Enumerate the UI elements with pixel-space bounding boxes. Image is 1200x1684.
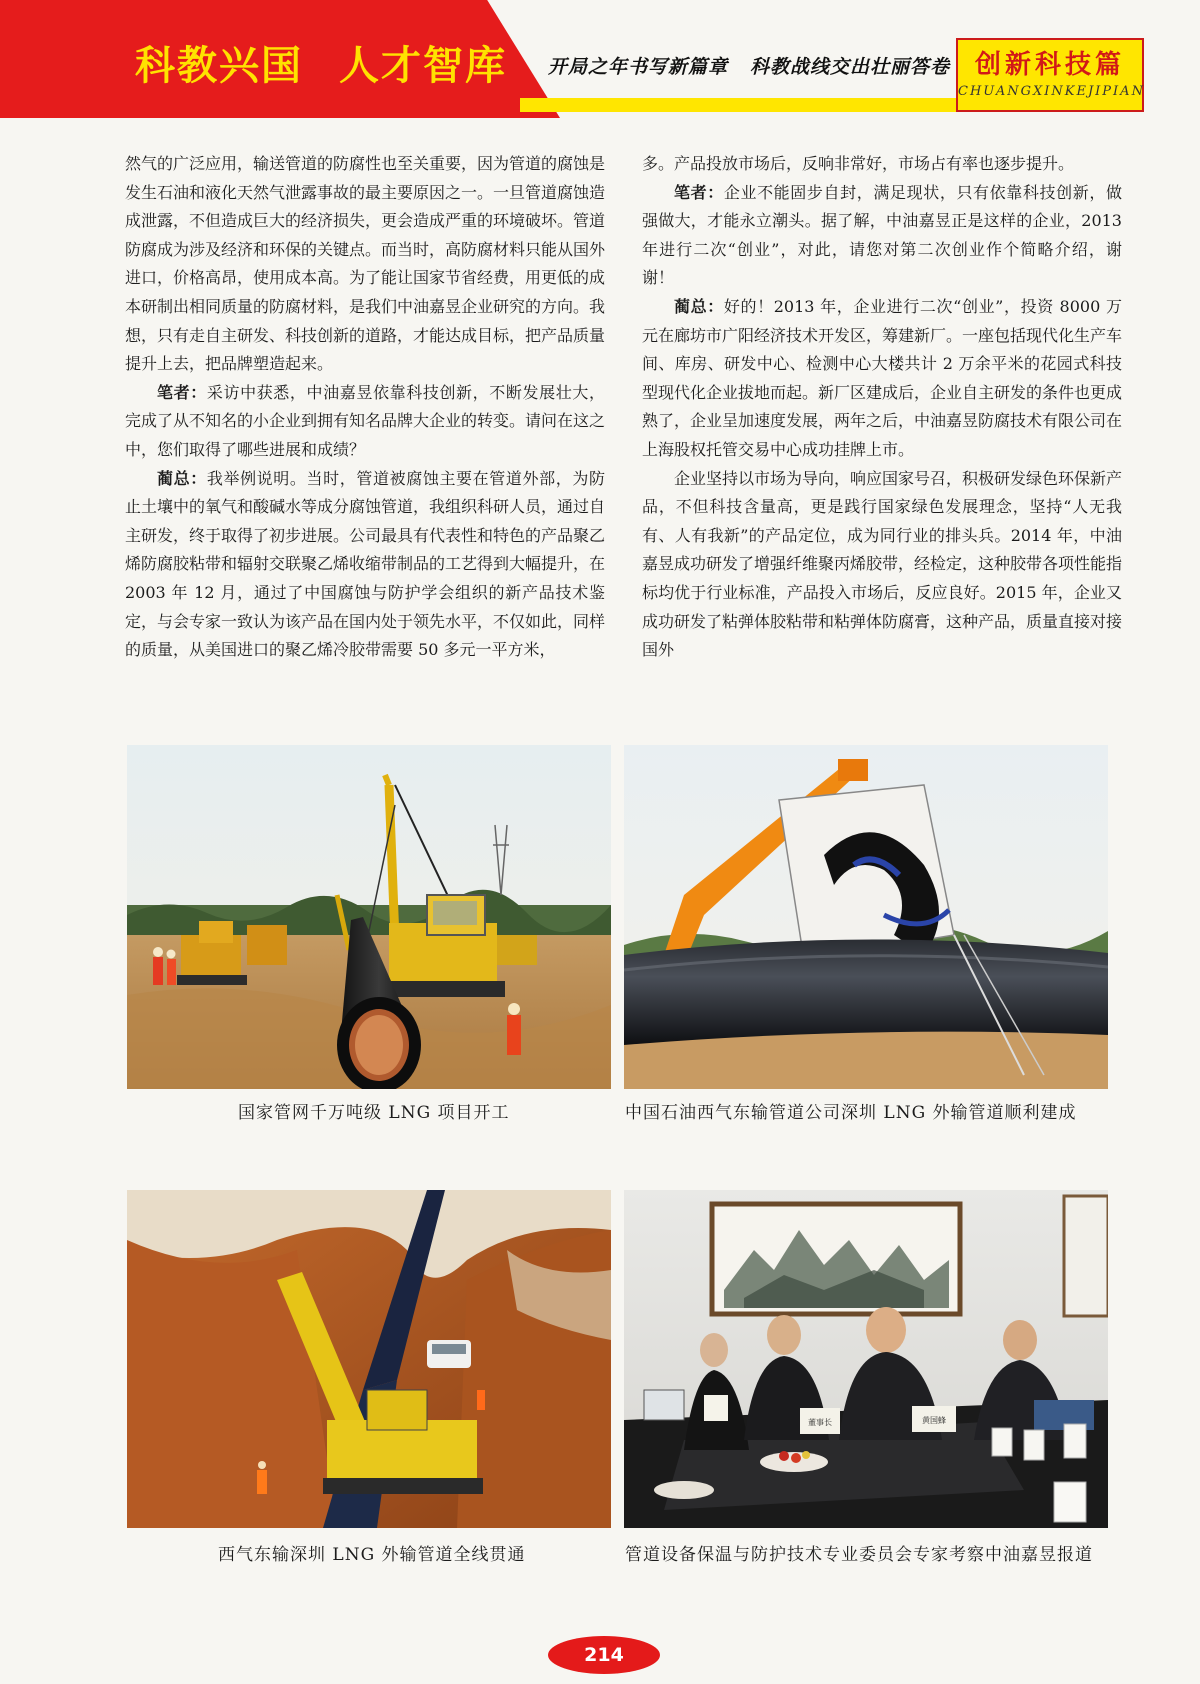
article-paragraph bbox=[642, 179, 1122, 293]
speaker-label: 笔者： bbox=[157, 382, 207, 402]
nameplate-text: 黄国蜂 bbox=[922, 1416, 946, 1425]
article-column-right bbox=[642, 150, 1122, 740]
speaker-label: 蔺总： bbox=[157, 468, 207, 488]
photo-expert-inspection bbox=[624, 1190, 1108, 1528]
header-slogan-part1: 开局之年书写新篇章 bbox=[548, 56, 729, 78]
photo-caption: 管道设备保温与防护技术专业委员会专家考察中油嘉昱报道 bbox=[625, 1545, 1093, 1565]
header-slogan bbox=[548, 52, 950, 79]
header-title-part1: 科教兴国 bbox=[135, 43, 303, 89]
article-paragraph: 然气的广泛应用，输送管道的防腐性也至关重要，因为管道的腐蚀是发生石油和液化天然气泄露事故的最主要原因之一。一旦管道腐蚀造成泄露，不但造成巨大的经济损失，更会造成严重的环境破坏。管道防腐成为涉及经济和环保的关键点。而当时，高防腐材料只能从国外进口，价格高昂，使用成本高。为了能让国家节省经费，用更低的成本研制出相同质量的防腐材料，是我们中油嘉昱企业研究的方向。我想，只有走自主研发、科技创新的道路，才能达成目标，把产品质量提升上去，把品牌塑造起来。 bbox=[125, 154, 605, 374]
paragraph-text: 采访中获悉，中油嘉昱依靠科技创新，不断发展壮大，完成了从不知名的小企业到拥有知名品牌大企业的转变。请问在这之中，您们取得了哪些进展和成绩？ bbox=[125, 382, 605, 459]
paragraph-text: 企业不能固步自封，满足现状，只有依靠科技创新，做强做大，才能永立潮头。据了解，中油嘉昱正是这样的企业，2013 年进行二次“创业”，对此，请您对第二次创业作个简略介绍，谢谢！ bbox=[642, 182, 1122, 288]
article-paragraph: 多。产品投放市场后，反响非常好，市场占有率也逐步提升。 bbox=[642, 154, 1075, 173]
header-title-part2: 人才智库 bbox=[339, 43, 507, 89]
speaker-label: 蔺总： bbox=[674, 296, 724, 316]
article-paragraph: 企业坚持以市场为导向，响应国家号召，积极研发绿色环保新产品，不但科技含量高，更是践行国家绿色发展理念，坚持“人无我有、人有我新”的产品定位，成为同行业的排头兵。2014 年，中油嘉昱成功研发了增强纤维聚丙烯胶带，经检定，这种胶带各项性能指标均优于行业标准，产品投入市场后，反应良好。2015 年，企业又成功研发了粘弹体胶粘带和粘弹体防腐膏，这种产品，质量直接对接国外 bbox=[642, 468, 1122, 660]
photo-pipeline-connected bbox=[127, 1190, 611, 1528]
header-title bbox=[135, 36, 507, 96]
paragraph-text: 好的！2013 年，企业进行二次“创业”，投资 8000 万元在廊坊市广阳经济技术开发区，筹建新厂。一座包括现代化生产车间、库房、研发中心、检测中心大楼共计 2 万余平米的花园式科技型现代化企业拔地而起。新厂区建成后，企业自主研发的条件也更成熟了，企业呈加速度发展，两年之后，中油嘉昱防腐技术有限公司在上海股权托管交易中心成功挂牌上市。 bbox=[642, 296, 1122, 459]
photo-lng-project-start bbox=[127, 745, 611, 1089]
photo-caption: 中国石油西气东输管道公司深圳 LNG 外输管道顺利建成 bbox=[625, 1103, 1077, 1123]
speaker-label: 笔者： bbox=[674, 182, 724, 202]
photo-caption: 国家管网千万吨级 LNG 项目开工 bbox=[238, 1103, 510, 1123]
photo-shenzhen-pipeline-built bbox=[624, 745, 1108, 1089]
article-paragraph bbox=[125, 465, 605, 665]
nameplate-text: 董事长 bbox=[808, 1418, 832, 1427]
section-badge-pinyin: CHUANGXINKEJIPIAN bbox=[958, 84, 1145, 99]
article-column-left bbox=[125, 150, 605, 740]
paragraph-text: 我举例说明。当时，管道被腐蚀主要在管道外部，为防止土壤中的氧气和酸碱水等成分腐蚀管道，我组织科研人员，通过自主研发，终于取得了初步进展。公司最具有代表性和特色的产品聚乙烯防腐胶粘带和辐射交联聚乙烯收缩带制品的工艺得到大幅提升，在 2003 年 12 月，通过了中国腐蚀与防护学会组织的新产品技术鉴定，与会专家一致认为该产品在国内处于领先水平，不仅如此，同样的质量，从美国进口的聚乙烯冷胶带需要 50 多元一平方米， bbox=[125, 468, 605, 660]
section-badge bbox=[956, 38, 1144, 112]
header-slogan-part2: 科教战线交出壮丽答卷 bbox=[750, 56, 951, 78]
page-number: 214 bbox=[548, 1636, 660, 1674]
article-paragraph bbox=[642, 293, 1122, 465]
article-paragraph bbox=[125, 379, 605, 465]
section-badge-title: 创新科技篇 bbox=[974, 50, 1125, 80]
photo-caption: 西气东输深圳 LNG 外输管道全线贯通 bbox=[218, 1545, 526, 1565]
